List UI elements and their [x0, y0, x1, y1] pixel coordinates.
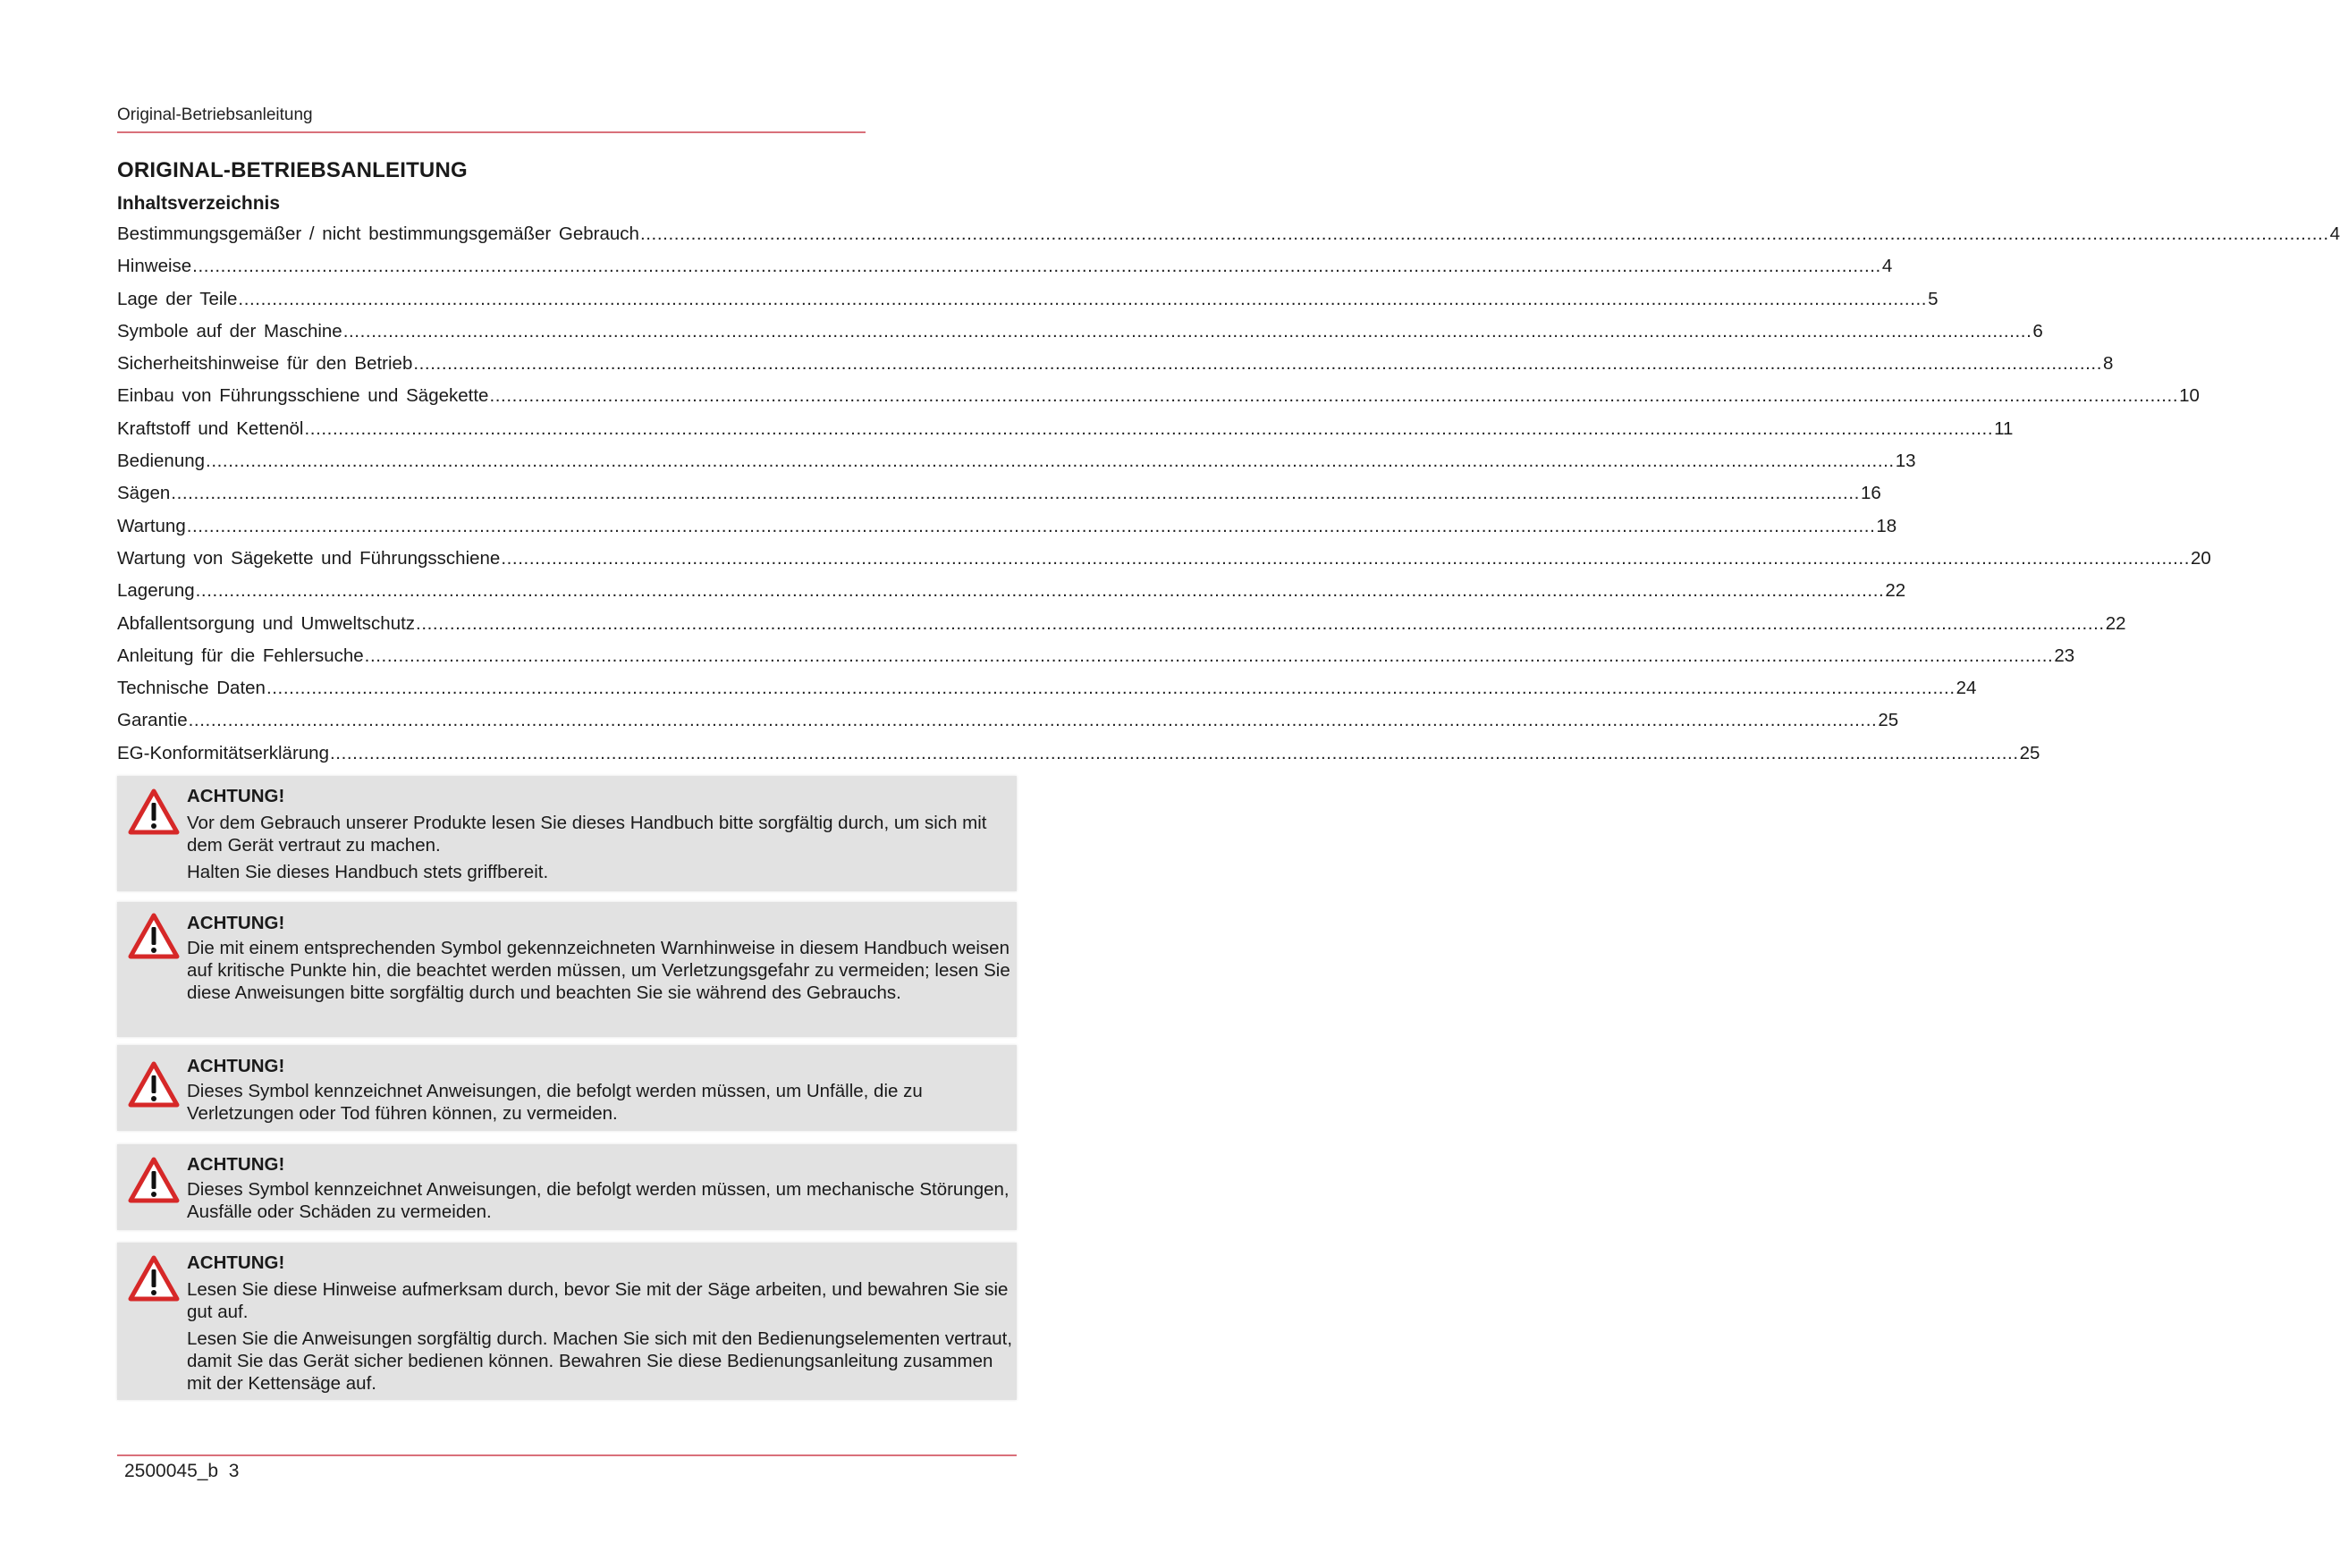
toc-leader-dots: ............................................................................................................................................................................................................................................................................................................	[192, 256, 1881, 277]
toc-entry-title: Wartung von Sägekette und Führungsschiene	[117, 547, 501, 569]
toc-entry-page: 24	[1956, 678, 1977, 699]
header-rule	[117, 131, 866, 133]
toc-leader-dots: ............................................................................................................................................................................................................................................................................................................	[188, 710, 1878, 731]
toc-entry-title: Sicherheitshinweise für den Betrieb	[117, 353, 413, 375]
toc-entry-page: 22	[2105, 612, 2126, 634]
toc-entry-page: 10	[2179, 385, 2200, 407]
toc-leader-dots: ............................................................................................................................................................................................................................................................................................................	[329, 742, 2019, 763]
toc-leader-dots: ............................................................................................................................................................................................................................................................................................................	[639, 223, 2329, 244]
warning-box	[117, 1243, 1017, 1400]
toc-entry[interactable]	[117, 645, 2075, 678]
warning-label: ACHTUNG!	[187, 1154, 285, 1175]
document-title: ORIGINAL-BETRIEBSANLEITUNG	[117, 158, 468, 182]
toc-entry-page: 18	[1876, 515, 1897, 536]
toc-entry-page: 6	[2032, 320, 2043, 341]
toc-entry[interactable]	[117, 547, 2211, 580]
toc-entry[interactable]	[117, 288, 1939, 321]
toc-leader-dots: ............................................................................................................................................................................................................................................................................................................	[489, 385, 2179, 407]
toc-leader-dots: ............................................................................................................................................................................................................................................................................................................	[364, 645, 2054, 666]
toc-entry-page: 16	[1860, 483, 1881, 504]
toc-entry-title: Kraftstoff und Kettenöl	[117, 417, 304, 439]
warning-label: ACHTUNG!	[187, 786, 285, 806]
toc-entry-title: Lagerung	[117, 580, 195, 602]
toc-entry[interactable]	[117, 223, 2340, 256]
page-number: 3	[228, 1461, 240, 1481]
toc-entry-page: 23	[2054, 645, 2075, 666]
toc-leader-dots: ............................................................................................................................................................................................................................................................................................................	[171, 483, 1860, 504]
table-of-contents	[117, 223, 2340, 775]
toc-entry-page: 11	[1994, 417, 2014, 439]
warning-text: Vor dem Gebrauch unserer Produkte lesen Sie dieses Handbuch bitte sorgfältig durch, um sich mit dem Gerät vertraut zu machen.	[187, 813, 987, 856]
toc-entry[interactable]	[117, 612, 2126, 645]
warning-text: Halten Sie dieses Handbuch stets griffbereit.	[187, 862, 549, 882]
toc-entry-page: 4	[2329, 223, 2340, 244]
footer-rule	[117, 1454, 1017, 1456]
toc-entry-page: 25	[1878, 710, 1899, 731]
toc-entry-title: Abfallentsorgung und Umweltschutz	[117, 612, 416, 634]
toc-leader-dots: ............................................................................................................................................................................................................................................................................................................	[266, 678, 1956, 699]
toc-entry[interactable]	[117, 678, 1977, 710]
warning-triangle-icon	[128, 788, 180, 835]
warning-label: ACHTUNG!	[187, 1056, 285, 1076]
warning-box	[117, 902, 1017, 1037]
toc-entry-page: 25	[2019, 742, 2040, 763]
toc-entry[interactable]	[117, 710, 1899, 742]
toc-entry[interactable]	[117, 417, 2014, 451]
toc-entry-title: Hinweise	[117, 256, 192, 277]
toc-leader-dots: ............................................................................................................................................................................................................................................................................................................	[413, 353, 2103, 375]
toc-leader-dots: ............................................................................................................................................................................................................................................................................................................	[238, 288, 1928, 309]
toc-leader-dots: ............................................................................................................................................................................................................................................................................................................	[416, 612, 2105, 634]
warning-label: ACHTUNG!	[187, 913, 285, 933]
toc-entry[interactable]	[117, 353, 2114, 385]
toc-entry[interactable]	[117, 451, 1916, 483]
toc-entry-page: 20	[2191, 547, 2211, 569]
warning-triangle-icon	[128, 913, 180, 959]
warning-text: Die mit einem entsprechenden Symbol gekennzeichneten Warnhinweise in diesem Handbuch weisen auf kritische Punkte hin, die beachtet werden müssen, um Verletzungsgefahr zu vermeiden; lesen Sie diese Anweisungen bitte sorgfältig durch und beachten Sie sie während des Gebrauchs.	[187, 938, 1010, 1003]
warning-triangle-icon	[128, 1061, 180, 1108]
toc-leader-dots: ............................................................................................................................................................................................................................................................................................................	[304, 417, 1994, 439]
toc-entry[interactable]	[117, 256, 1893, 288]
toc-entry[interactable]	[117, 483, 1881, 515]
toc-entry-title: EG-Konformitätserklärung	[117, 742, 329, 763]
toc-leader-dots: ............................................................................................................................................................................................................................................................................................................	[195, 580, 1885, 602]
warning-text: Lesen Sie die Anweisungen sorgfältig durch. Machen Sie sich mit den Bedienungselementen vertraut, damit Sie das Gerät sicher bedienen können. Bewahren Sie diese Bedienungsanleitung zusammen mit der Kettensäge auf.	[187, 1328, 1013, 1394]
page-footer	[124, 1461, 239, 1482]
toc-leader-dots: ............................................................................................................................................................................................................................................................................................................	[501, 547, 2191, 569]
toc-entry-page: 8	[2103, 353, 2114, 375]
toc-entry-page: 13	[1895, 451, 1916, 472]
toc-entry[interactable]	[117, 515, 1897, 548]
warning-text: Dieses Symbol kennzeichnet Anweisungen, die befolgt werden müssen, um mechanische Störungen, Ausfälle oder Schäden zu vermeiden.	[187, 1179, 1009, 1222]
toc-entry-page: 22	[1885, 580, 1906, 602]
toc-entry[interactable]	[117, 742, 2040, 775]
toc-entry[interactable]	[117, 580, 1906, 612]
warning-triangle-icon	[128, 1255, 180, 1302]
toc-entry-title: Lage der Teile	[117, 288, 238, 309]
warning-triangle-icon	[128, 1157, 180, 1203]
warning-label: ACHTUNG!	[187, 1252, 285, 1273]
document-code: 2500045_b	[124, 1461, 219, 1481]
toc-entry-page: 5	[1928, 288, 1939, 309]
toc-heading: Inhaltsverzeichnis	[117, 193, 281, 214]
toc-entry-title: Einbau von Führungsschiene und Sägekette	[117, 385, 489, 407]
toc-entry-title: Symbole auf der Maschine	[117, 320, 342, 341]
toc-entry-page: 4	[1881, 256, 1893, 277]
toc-leader-dots: ............................................................................................................................................................................................................................................................................................................	[206, 451, 1895, 472]
toc-entry-title: Wartung	[117, 515, 186, 536]
warning-box	[117, 1045, 1017, 1131]
toc-entry[interactable]	[117, 385, 2200, 417]
warning-text: Dieses Symbol kennzeichnet Anweisungen, die befolgt werden müssen, um Unfälle, die zu Verletzungen oder Tod führen können, zu vermeiden.	[187, 1081, 923, 1124]
toc-entry-title: Technische Daten	[117, 678, 266, 699]
running-header: Original-Betriebsanleitung	[117, 105, 313, 124]
warning-box	[117, 1144, 1017, 1230]
toc-leader-dots: ............................................................................................................................................................................................................................................................................................................	[342, 320, 2032, 341]
toc-entry-title: Anleitung für die Fehlersuche	[117, 645, 364, 666]
warning-text: Lesen Sie diese Hinweise aufmerksam durch, bevor Sie mit der Säge arbeiten, und bewahren Sie sie gut auf.	[187, 1279, 1009, 1322]
warning-box	[117, 776, 1017, 891]
toc-entry-title: Sägen	[117, 483, 171, 504]
toc-entry[interactable]	[117, 320, 2043, 353]
toc-entry-title: Garantie	[117, 710, 188, 731]
toc-entry-title: Bedienung	[117, 451, 206, 472]
toc-entry-title: Bestimmungsgemäßer / nicht bestimmungsgemäßer Gebrauch	[117, 223, 639, 244]
toc-leader-dots: ............................................................................................................................................................................................................................................................................................................	[186, 515, 1876, 536]
